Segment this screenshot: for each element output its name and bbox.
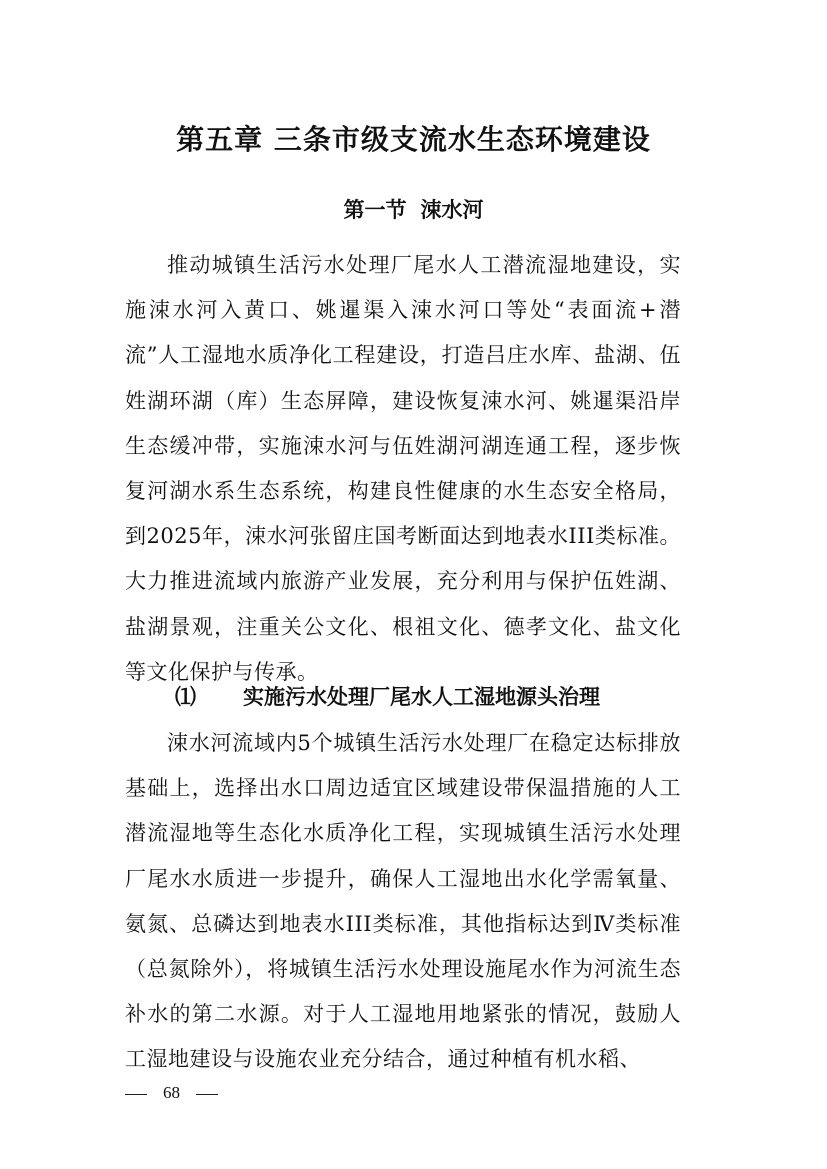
chapter-title: 第五章 三条市级支流水生态环境建设 — [176, 123, 651, 156]
footer-dash-left — [125, 1094, 147, 1095]
subsection-title: 实施污水处理厂尾水人工湿地源头治理 — [243, 684, 600, 709]
section-name: 涑水河 — [420, 197, 484, 222]
footer-dash-right — [196, 1094, 218, 1095]
body-paragraph: 涑水河流域内5个城镇生活污水处理厂在稳定达标排放基础上，选择出水口周边适宜区域建设带保温措施的人工潜流湿地等生态化水质净化工程，实现城镇生活污水处理厂尾水水质进一步提升，确保人工湿地出水化学需氧量、氨氮、总磷达到地表水III类标准，其他指标达到Ⅳ类标准（总氮除外），将城镇生活污水处理设施尾水作为河流生态补水的第二水源。对于人工湿地用地紧张的情况，鼓励人工湿地建设与设施农业充分结合，通过种植有机水稻、 — [125, 731, 681, 1072]
page-footer — [125, 1078, 234, 1108]
body-paragraph: 推动城镇生活污水处理厂尾水人工潜流湿地建设，实施涑水河入黄口、姚暹渠入涑水河口等处“表面流+潜流”人工湿地水质净化工程建设，打造吕庄水库、盐湖、伍姓湖环湖（库）生态屏障，建设恢复涑水河、姚暹渠沿岸生态缓冲带，实施涑水河与伍姓湖河湖连通工程，逐步恢复河湖水系生态系统，构建良性健康的水生态安全格局，到2025年，涑水河张留庄国考断面达到地表水III类标准。大力推进流域内旅游产业发展，充分利用与保护伍姓湖、盐湖景观，注重关公文化、根祖文化、德孝文化、盐文化等文化保护与传承。 — [125, 253, 681, 684]
section-number: 第一节 — [343, 197, 407, 222]
subsection-heading — [175, 675, 695, 719]
page-number: 68 — [163, 1083, 180, 1102]
section-title — [0, 190, 827, 230]
subsection-number: ⑴ — [175, 684, 196, 709]
